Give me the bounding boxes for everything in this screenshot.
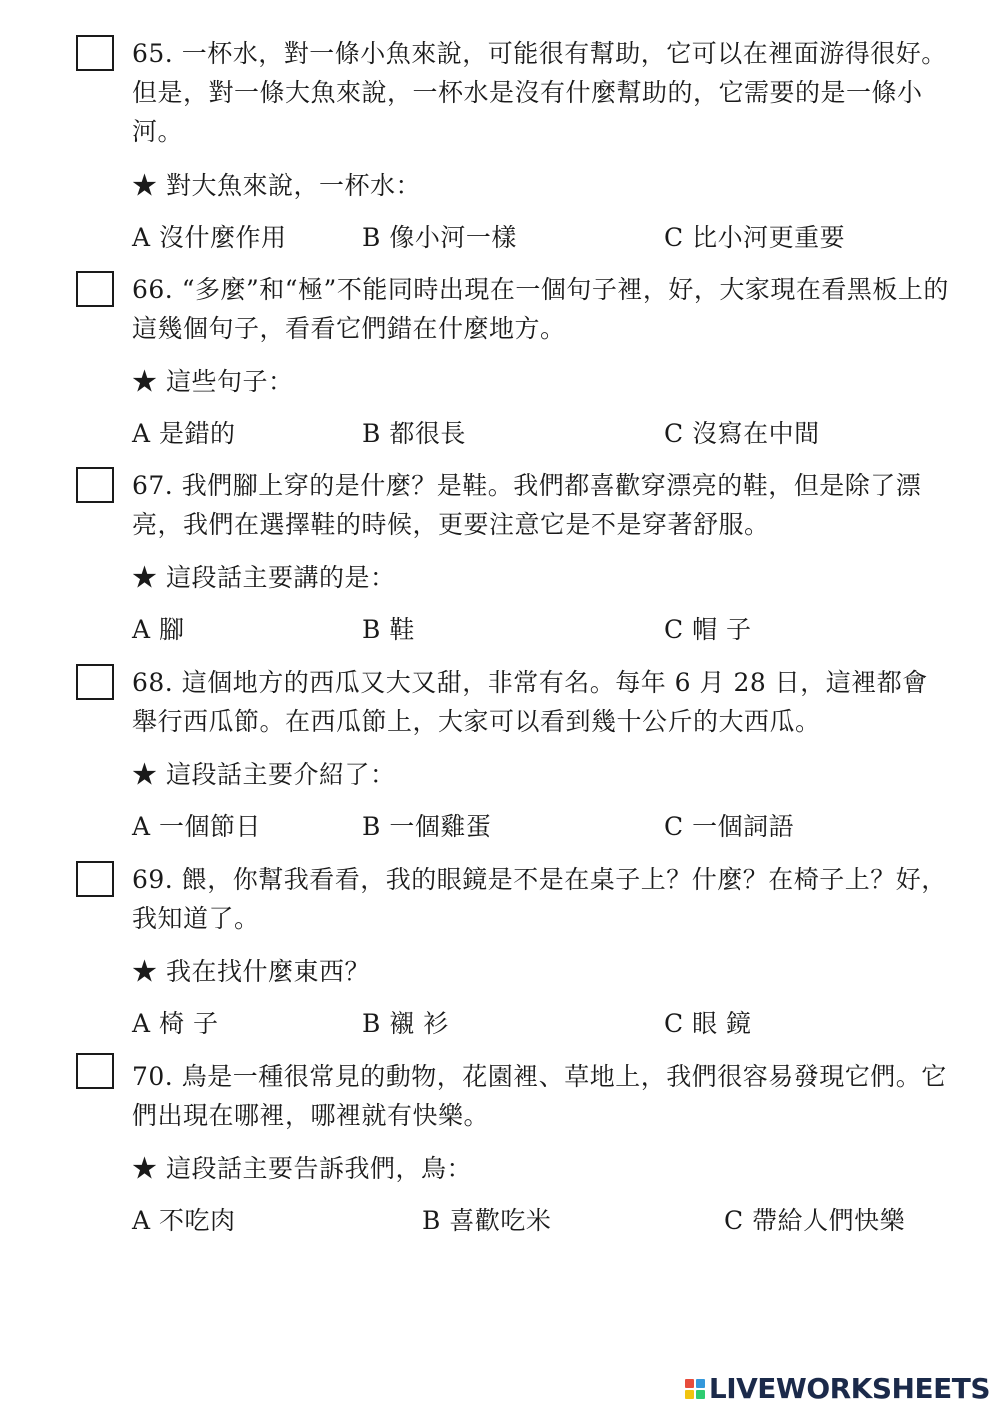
option-c-66: C 沒寫在中間 <box>664 419 820 448</box>
question-prompt-65: ★ 對大魚來說，一杯水： <box>132 171 421 200</box>
option-c-65: C 比小河更重要 <box>664 223 846 252</box>
answer-box-67[interactable] <box>76 467 114 503</box>
option-c-69: C 眼 鏡 <box>664 1009 752 1038</box>
option-a-68: A 一個節日 <box>132 812 262 841</box>
logo-brand-text: LIVEWORKSHEETS <box>708 1372 990 1405</box>
question-prompt-67: ★ 這段話主要講的是： <box>132 563 396 592</box>
question-text-70: 70. 鳥是一種很常見的動物，花園裡、草地上，我們很容易發現它們。它們出現在哪裡，哪裡就有快樂。 <box>132 1062 947 1130</box>
answer-box-70[interactable] <box>76 1053 114 1089</box>
option-c-68: C 一個詞語 <box>664 812 795 841</box>
option-a-65: A 沒什麼作用 <box>132 223 287 252</box>
option-a-67: A 腳 <box>132 615 185 644</box>
question-prompt-68: ★ 這段話主要介紹了： <box>132 760 396 789</box>
question-prompt-66: ★ 這些句子： <box>132 367 294 396</box>
option-a-70: A 不吃肉 <box>132 1206 236 1235</box>
question-prompt-69: ★ 我在找什麼東西？ <box>132 957 370 986</box>
question-text-65: 65. 一杯水，對一條小魚來說，可能很有幫助，它可以在裡面游得很好。但是，對一條大魚來說，一杯水是沒有什麼幫助的，它需要的是一條小河。 <box>132 39 947 146</box>
option-b-70: B 喜歡吃米 <box>422 1206 552 1235</box>
option-b-67: B 鞋 <box>362 615 415 644</box>
option-c-67: C 帽 子 <box>664 615 752 644</box>
option-b-69: B 襯 衫 <box>362 1009 449 1038</box>
logo-square-yellow <box>685 1390 694 1399</box>
option-a-66: A 是錯的 <box>132 419 236 448</box>
question-text-66: 66. “多麼”和“極”不能同時出現在一個句子裡，好，大家現在看黑板上的這幾個句子，看看它們錯在什麼地方。 <box>132 275 949 343</box>
question-text-67: 67. 我們腳上穿的是什麼？是鞋。我們都喜歡穿漂亮的鞋，但是除了漂亮，我們在選擇鞋的時候，更要注意它是不是穿著舒服。 <box>132 471 922 539</box>
answer-box-65[interactable] <box>76 35 114 71</box>
logo-square-red <box>685 1379 694 1388</box>
option-b-65: B 像小河一樣 <box>362 223 517 252</box>
option-b-66: B 都很長 <box>362 419 466 448</box>
option-c-70: C 帶給人們快樂 <box>724 1206 906 1235</box>
option-b-68: B 一個雞蛋 <box>362 812 492 841</box>
question-prompt-70: ★ 這段話主要告訴我們，鳥： <box>132 1154 472 1183</box>
logo-square-blue <box>696 1379 705 1388</box>
answer-box-66[interactable] <box>76 271 114 307</box>
question-text-69: 69. 餵，你幫我看看，我的眼鏡是不是在桌子上？什麼？在椅子上？好，我知道了。 <box>132 865 947 933</box>
logo-grid-icon <box>685 1379 705 1399</box>
logo-square-green <box>696 1390 705 1399</box>
answer-box-69[interactable] <box>76 861 114 897</box>
option-a-69: A 椅 子 <box>132 1009 219 1038</box>
question-text-68: 68. 這個地方的西瓜又大又甜，非常有名。每年 6 月 28 日，這裡都會舉行西瓜節。在西瓜節上，大家可以看到幾十公斤的大西瓜。 <box>132 668 928 736</box>
answer-box-68[interactable] <box>76 664 114 700</box>
liveworksheets-logo <box>685 1372 990 1405</box>
